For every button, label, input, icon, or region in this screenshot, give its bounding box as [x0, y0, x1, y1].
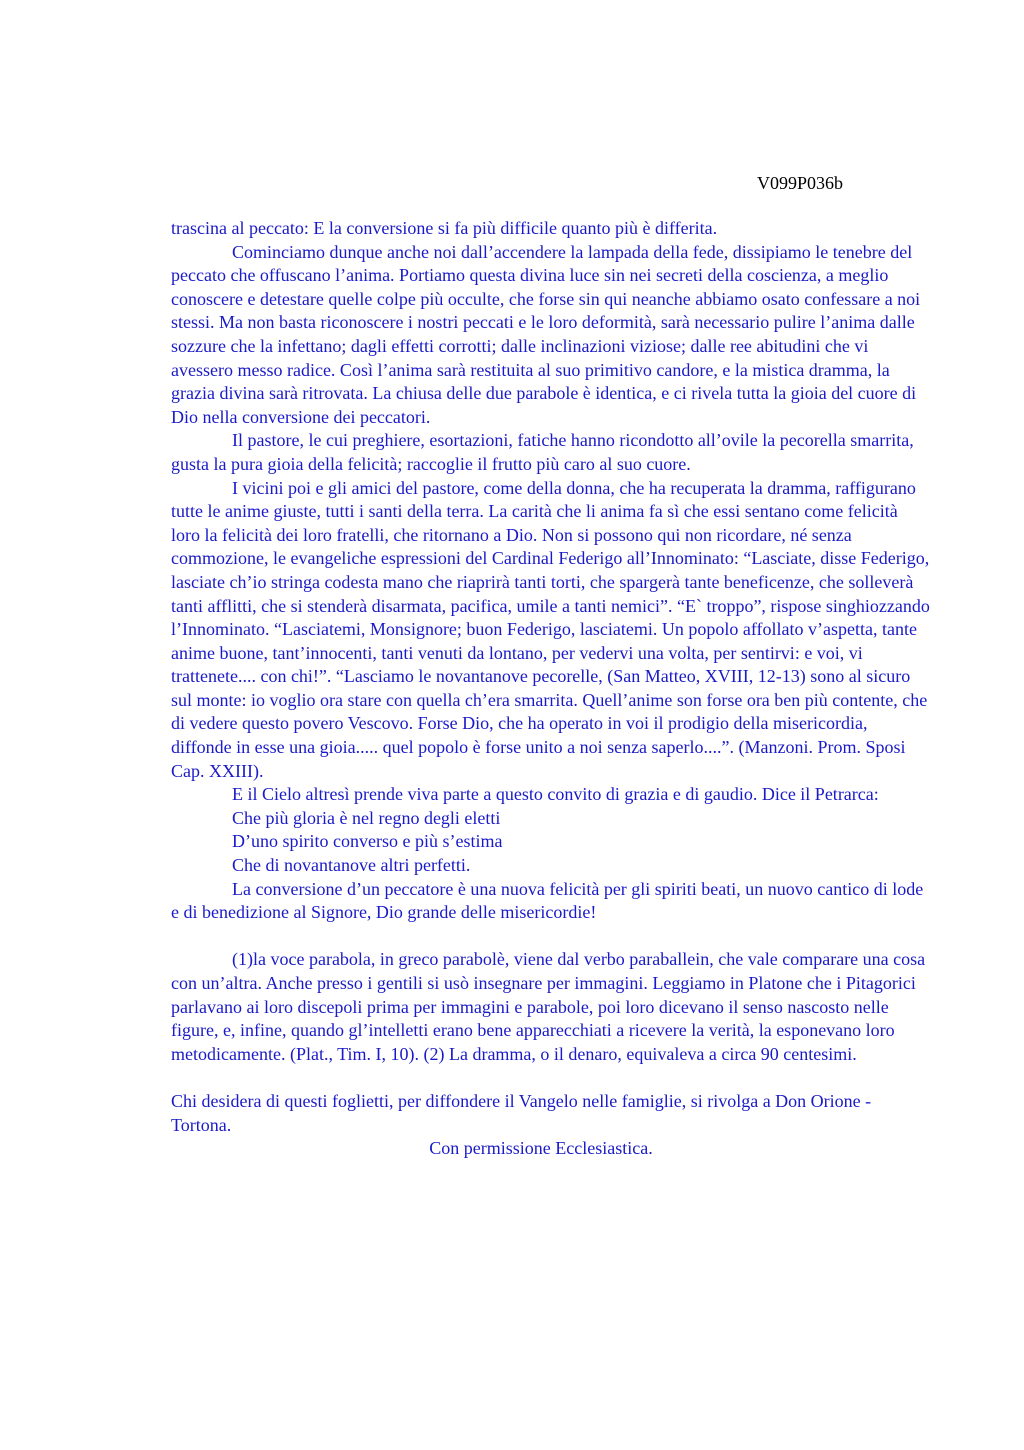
spacer [171, 1066, 931, 1090]
spacer [171, 925, 931, 949]
verse-line: Che più gloria è nel regno degli eletti [232, 807, 501, 828]
notice: Chi desidera di questi foglietti, per diffondere il Vangelo nelle famiglie, si rivolga a Don Orione - Tortona. [171, 1090, 872, 1135]
document-body [171, 217, 931, 1161]
paragraph: E il Cielo altresì prende viva parte a questo convito di grazia e di gaudio. Dice il Petrarca: [232, 784, 879, 805]
closing-paragraph: La conversione d’un peccatore è una nuova felicità per gli spiriti beati, un nuovo cantico di lode e di benedizione al Signore, Dio grande delle misericordie! [171, 878, 924, 923]
document-code: V099P036b [757, 173, 844, 193]
verse-line: D’uno spirito converso e più s’estima [232, 831, 503, 852]
paragraph: Il pastore, le cui preghiere, esortazioni, fatiche hanno ricondotto all’ovile la pecorella smarrita, gusta la pura gioia della felicità; raccoglie il frutto più caro al suo cuore. [171, 430, 914, 474]
verse-line: Che di novantanove altri perfetti. [232, 855, 471, 876]
paragraph: Cominciamo dunque anche noi dall’accendere la lampada della fede, dissipiamo le tenebre del peccato che offuscano l’anima. Portiamo questa divina luce sin nei secreti della coscienza, a meglio conoscere e detestare quelle colpe più occulte, che forse sin qui neanche abbiamo osato confessare a noi stessi. Ma non basta riconoscere i nostri peccati e le loro deformità, sarà necessario pulire l’anima dalle sozzure che la infettano; dagli effetti corrotti; dalle inclinazioni viziose; dalle ree abitudini che vi avessero messo radice. Così l’anima sarà restituita al suo primitivo candore, e la mistica dramma, la grazia divina sarà ritrovata. La chiusa delle due parabole è identica, e ci rivela tutta la gioia del cuore di Dio nella conversione dei peccatori. [171, 241, 921, 427]
paragraph: I vicini poi e gli amici del pastore, come della donna, che ha recuperata la dramma, raffigurano tutte le anime giuste, tutti i santi della terra. La carità che li anima fa sì che essi sentano come felicità loro la felicità dei loro fratelli, che ritornano a Dio. Non si possono qui non ricordare, né senza commozione, le evangeliche espressioni del Cardinal Federigo all’Innominato: “Lasciate, disse Federigo, lasciate ch’io stringa codesta mano che riaprirà tanti torti, che spargerà tante beneficenze, che solleverà tanti afflitti, che si stenderà disarmata, pacifica, umile a tanti nemici”. “E` troppo”, rispose singhiozzando l’Innominato. “Lasciatemi, Monsignore; buon Federigo, lasciatemi. Un popolo affollato v’aspetta, tante anime buone, tant’innocenti, tanti venuti da lontano, per vedervi una volta, per sentirvi: e voi, vi trattenete.... con chi!”. “Lasciamo le novantanove pecorelle, (San Matteo, XVIII, 12-13) sono al sicuro sul monte: io voglio ora stare con quella ch’era smarrita. Quell’anime son forse ora ben più contente, che di vedere questo povero Vescovo. Forse Dio, che ha operato in voi il prodigio della misericordia, diffonde in esse una gioia..... quel popolo è forse unito a noi senza saperlo....”. (Manzoni. Prom. Sposi Cap. XXIII). [171, 477, 930, 781]
footnote: (1)la voce parabola, in greco parabolè, viene dal verbo paraballein, che vale comparare una cosa con un’altra. Anche presso i gentili si usò insegnare per immagini. Leggiamo in Platone che i Pitagorici parlavano ai loro discepoli prima per immagini e parabole, poi loro dicevano il senso nascosto nelle figure, e, infine, quando gl’intelletti erano bene apparecchiati a ricevere la verità, la esponevano loro metodicamente. (Plat., Tim. I, 10). (2) La dramma, o il denaro, equivaleva a circa 90 centesimi. [171, 949, 926, 1064]
paragraph-continuation: trascina al peccato: E la conversione si fa più difficile quanto più è differita. [171, 218, 718, 238]
permission-line: Con permissione Ecclesiastica. [429, 1138, 653, 1159]
